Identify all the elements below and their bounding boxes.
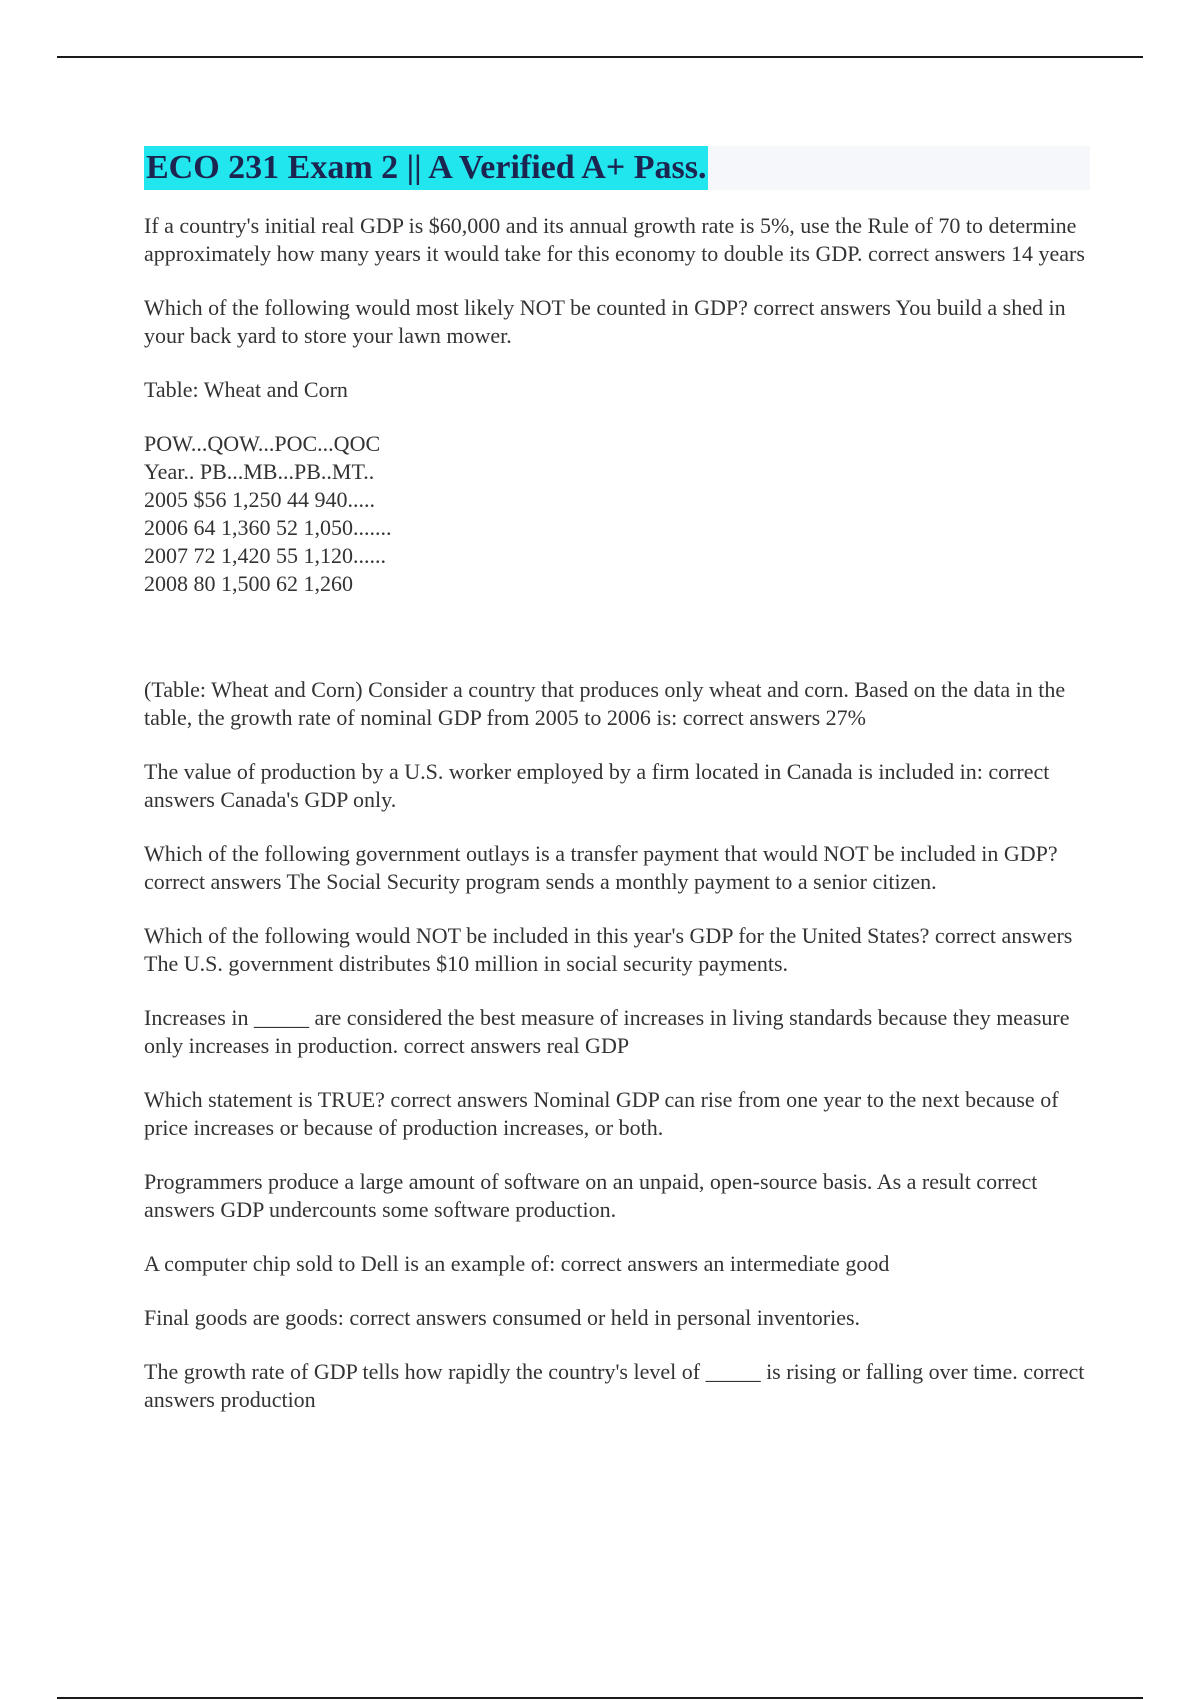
title-band [144, 146, 1090, 190]
question-paragraph: If a country's initial real GDP is $60,000 and its annual growth rate is 5%, use the Rule of 70 to determine approximately how many years it would take for this economy to double its GDP. correct answers 14 years [144, 213, 1085, 266]
question-paragraph: The growth rate of GDP tells how rapidly the country's level of _____ is rising or falling over time. correct answers production [144, 1359, 1085, 1412]
table-caption: Table: Wheat and Corn [144, 377, 348, 402]
question-paragraph: Which of the following government outlays is a transfer payment that would NOT be included in GDP? correct answers The Social Security program sends a monthly payment to a senior citizen. [144, 841, 1058, 894]
question-paragraph: Which of the following would NOT be included in this year's GDP for the United States? correct answers The U.S. government distributes $10 million in social security payments. [144, 923, 1073, 976]
question-paragraph: Increases in _____ are considered the best measure of increases in living standards because they measure only increases in production. correct answers real GDP [144, 1005, 1070, 1058]
table-line: Year.. PB...MB...PB..MT.. [144, 459, 375, 484]
question-paragraph: A computer chip sold to Dell is an example of: correct answers an intermediate good [144, 1251, 890, 1276]
question-paragraph: Which of the following would most likely NOT be counted in GDP? correct answers You build a shed in your back yard to store your lawn mower. [144, 295, 1066, 348]
table-line: 2005 $56 1,250 44 940..... [144, 487, 375, 512]
question-paragraph: Final goods are goods: correct answers consumed or held in personal inventories. [144, 1305, 861, 1330]
bottom-rule [57, 1697, 1143, 1699]
question-paragraph: Programmers produce a large amount of software on an unpaid, open-source basis. As a result correct answers GDP undercounts some software production. [144, 1169, 1038, 1222]
document-title: ECO 231 Exam 2 || A Verified A+ Pass. [144, 146, 708, 190]
question-paragraph: (Table: Wheat and Corn) Consider a country that produces only wheat and corn. Based on the data in the table, the growth rate of nominal GDP from 2005 to 2006 is: correct answers 27% [144, 677, 1066, 730]
table-spacer [144, 624, 1090, 676]
top-rule [57, 56, 1143, 58]
table-line: 2007 72 1,420 55 1,120...... [144, 543, 386, 568]
document-body [144, 146, 1090, 1440]
wheat-corn-table [144, 430, 1090, 598]
question-paragraph: Which statement is TRUE? correct answers Nominal GDP can rise from one year to the next because of price increases or because of production increases, or both. [144, 1087, 1059, 1140]
table-line: 2008 80 1,500 62 1,260 [144, 571, 353, 596]
question-paragraph: The value of production by a U.S. worker employed by a firm located in Canada is included in: correct answers Canada's GDP only. [144, 759, 1050, 812]
table-line: POW...QOW...POC...QOC [144, 431, 381, 456]
table-line: 2006 64 1,360 52 1,050....... [144, 515, 392, 540]
